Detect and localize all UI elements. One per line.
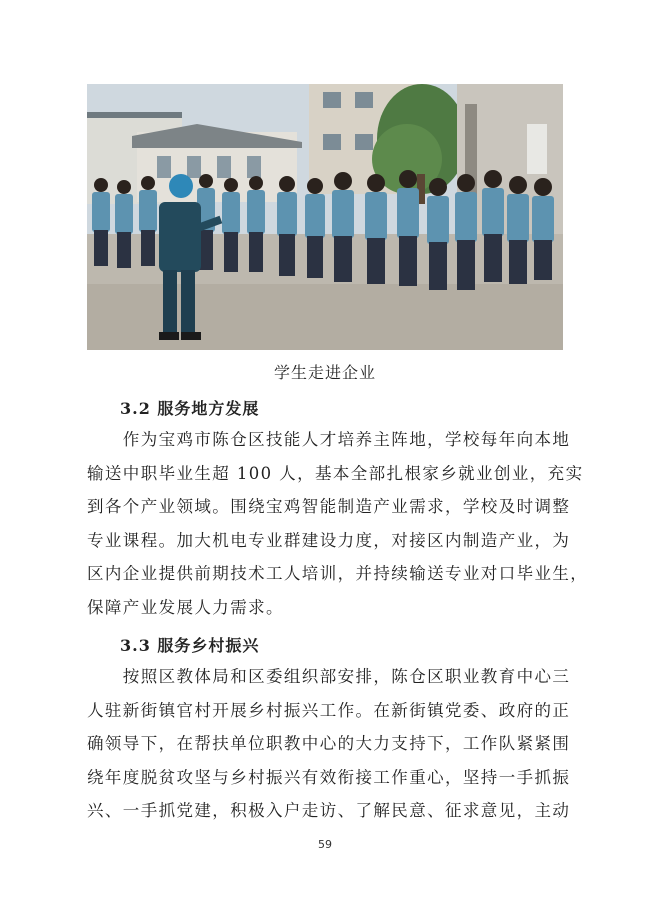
paragraph-local-development: [87, 423, 589, 625]
text-line: 作为宝鸡市陈仓区技能人才培养主阵地，学校每年向本地: [87, 430, 571, 449]
section-heading-local-development: 3.2 服务地方发展: [120, 399, 260, 418]
students-visiting-enterprise-photo: [87, 84, 563, 350]
text-line: 人驻新街镇官村开展乡村振兴工作。在新街镇党委、政府的正: [87, 700, 571, 720]
figure-caption: 学生走进企业: [273, 363, 376, 382]
paragraph-rural-revitalization: [87, 660, 571, 828]
text-line: 到各个产业领域。围绕宝鸡智能制造产业需求，学校及时调整: [87, 497, 571, 517]
text-line: 绕年度脱贫攻坚与乡村振兴有效衔接工作重心，坚持一手抓振: [87, 767, 571, 787]
text-line: 专业课程。加大机电专业群建设力度，对接区内制造产业，为: [87, 530, 571, 550]
section-heading-rural-revitalization: 3.3 服务乡村振兴: [120, 636, 260, 655]
text-line: 兴、一手抓党建，积极入户走访、了解民意、征求意见，主动: [87, 801, 571, 821]
text-line: 输送中职毕业生超 100 人，基本全部扎根家乡就业创业，充实: [87, 463, 584, 483]
text-line: 保障产业发展人力需求。: [87, 597, 284, 617]
page-number: 59: [318, 838, 332, 851]
text-line: 确领导下，在帮扶单位职教中心的大力支持下，工作队紧紧围: [87, 734, 571, 754]
text-line: 按照区教体局和区委组织部安排，陈仓区职业教育中心三: [87, 667, 571, 686]
text-line: 区内企业提供前期技术工人培训，并持续输送专业对口毕业生，: [87, 564, 589, 584]
